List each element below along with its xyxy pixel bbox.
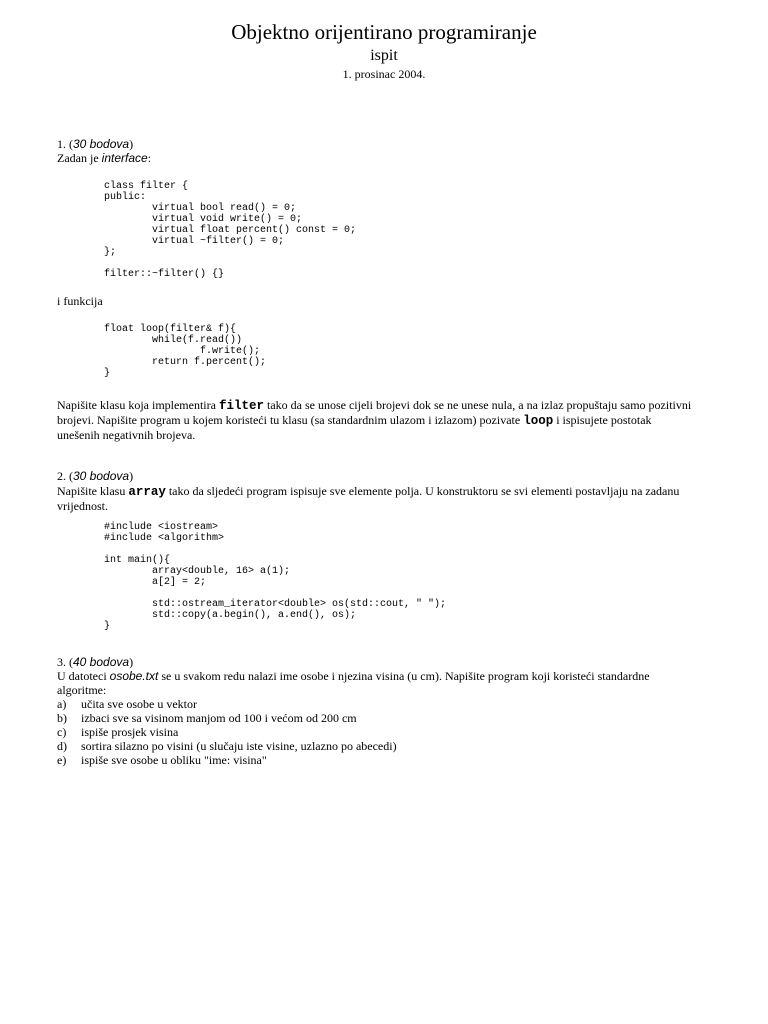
q1-code-loop: float loop(filter& f){ while(f.read()) f.write(); return f.percent(); } xyxy=(104,324,267,379)
exam-subtitle: ispit xyxy=(370,47,398,64)
q3-item-e: e) ispiše sve osobe u obliku "ime: visina" xyxy=(57,753,267,767)
q1-keyword-loop: loop xyxy=(523,414,554,428)
q3-item-d: d) sortira silazno po visini (u slučaju iste visine, uzlazno po abecedi) xyxy=(57,739,397,753)
q2-task-text: Napišite klasu array tako da sljedeći program ispisuje sve elemente polja. U konstruktoru se svi elementi postavljaju na zadanu vrijednost. xyxy=(57,484,683,513)
q3-filename: osobe.txt xyxy=(109,669,159,683)
q1-keyword-filter: filter xyxy=(218,399,264,413)
q2-code-main: #include <iostream> #include <algorithm> int main(){ array<double, 16> a(1); a[2] = 2; std::ostream_iterator<double> os(std::cout, " "); std::copy(a.begin(), a.end(), os); } xyxy=(104,522,447,632)
q1-mid-text: i funkcija xyxy=(57,294,103,308)
q1-points: 30 bodova xyxy=(73,137,130,151)
q1-code-interface: class filter { public: virtual bool read() = 0; virtual void write() = 0; virtual float percent() const = 0; virtual ~filter() = 0; }; filter::~filter() {} xyxy=(104,181,357,280)
q1-heading: 1. (30 bodova) xyxy=(57,137,134,151)
q3-points: 40 bodova xyxy=(73,655,130,669)
q2-heading: 2. (30 bodova) xyxy=(57,469,134,483)
exam-title: Objektno orijentirano programiranje xyxy=(231,20,537,44)
q3-item-a: a) učita sve osobe u vektor xyxy=(57,697,197,711)
q3-item-c: c) ispiše prosjek visina xyxy=(57,725,179,739)
q2-points: 30 bodova xyxy=(73,469,130,483)
q1-task-text: Napišite klasu koja implementira filter tako da se unose cijeli brojevi dok se ne unese nula, a na izlaz propuštaju samo pozitivni brojevi. Napišite program u kojem koristeći tu klasu (sa standardnim ulazom i izlazom) pozivate loop i ispisujete postotak unešenih negativnih brojeva. xyxy=(57,398,695,442)
q3-task-text: U datoteci osobe.txt se u svakom redu nalazi ime osobe i njezina visina (u cm). Napišite program koji koristeći standardne algoritme: xyxy=(57,669,653,697)
exam-date: 1. prosinac 2004. xyxy=(342,67,426,81)
q2-keyword-array: array xyxy=(128,485,166,499)
q3-heading: 3. (40 bodova) xyxy=(57,655,134,669)
q3-item-b: b) izbaci sve sa visinom manjom od 100 i većom od 200 cm xyxy=(57,711,357,725)
q1-intro: Zadan je interface: xyxy=(57,151,152,165)
